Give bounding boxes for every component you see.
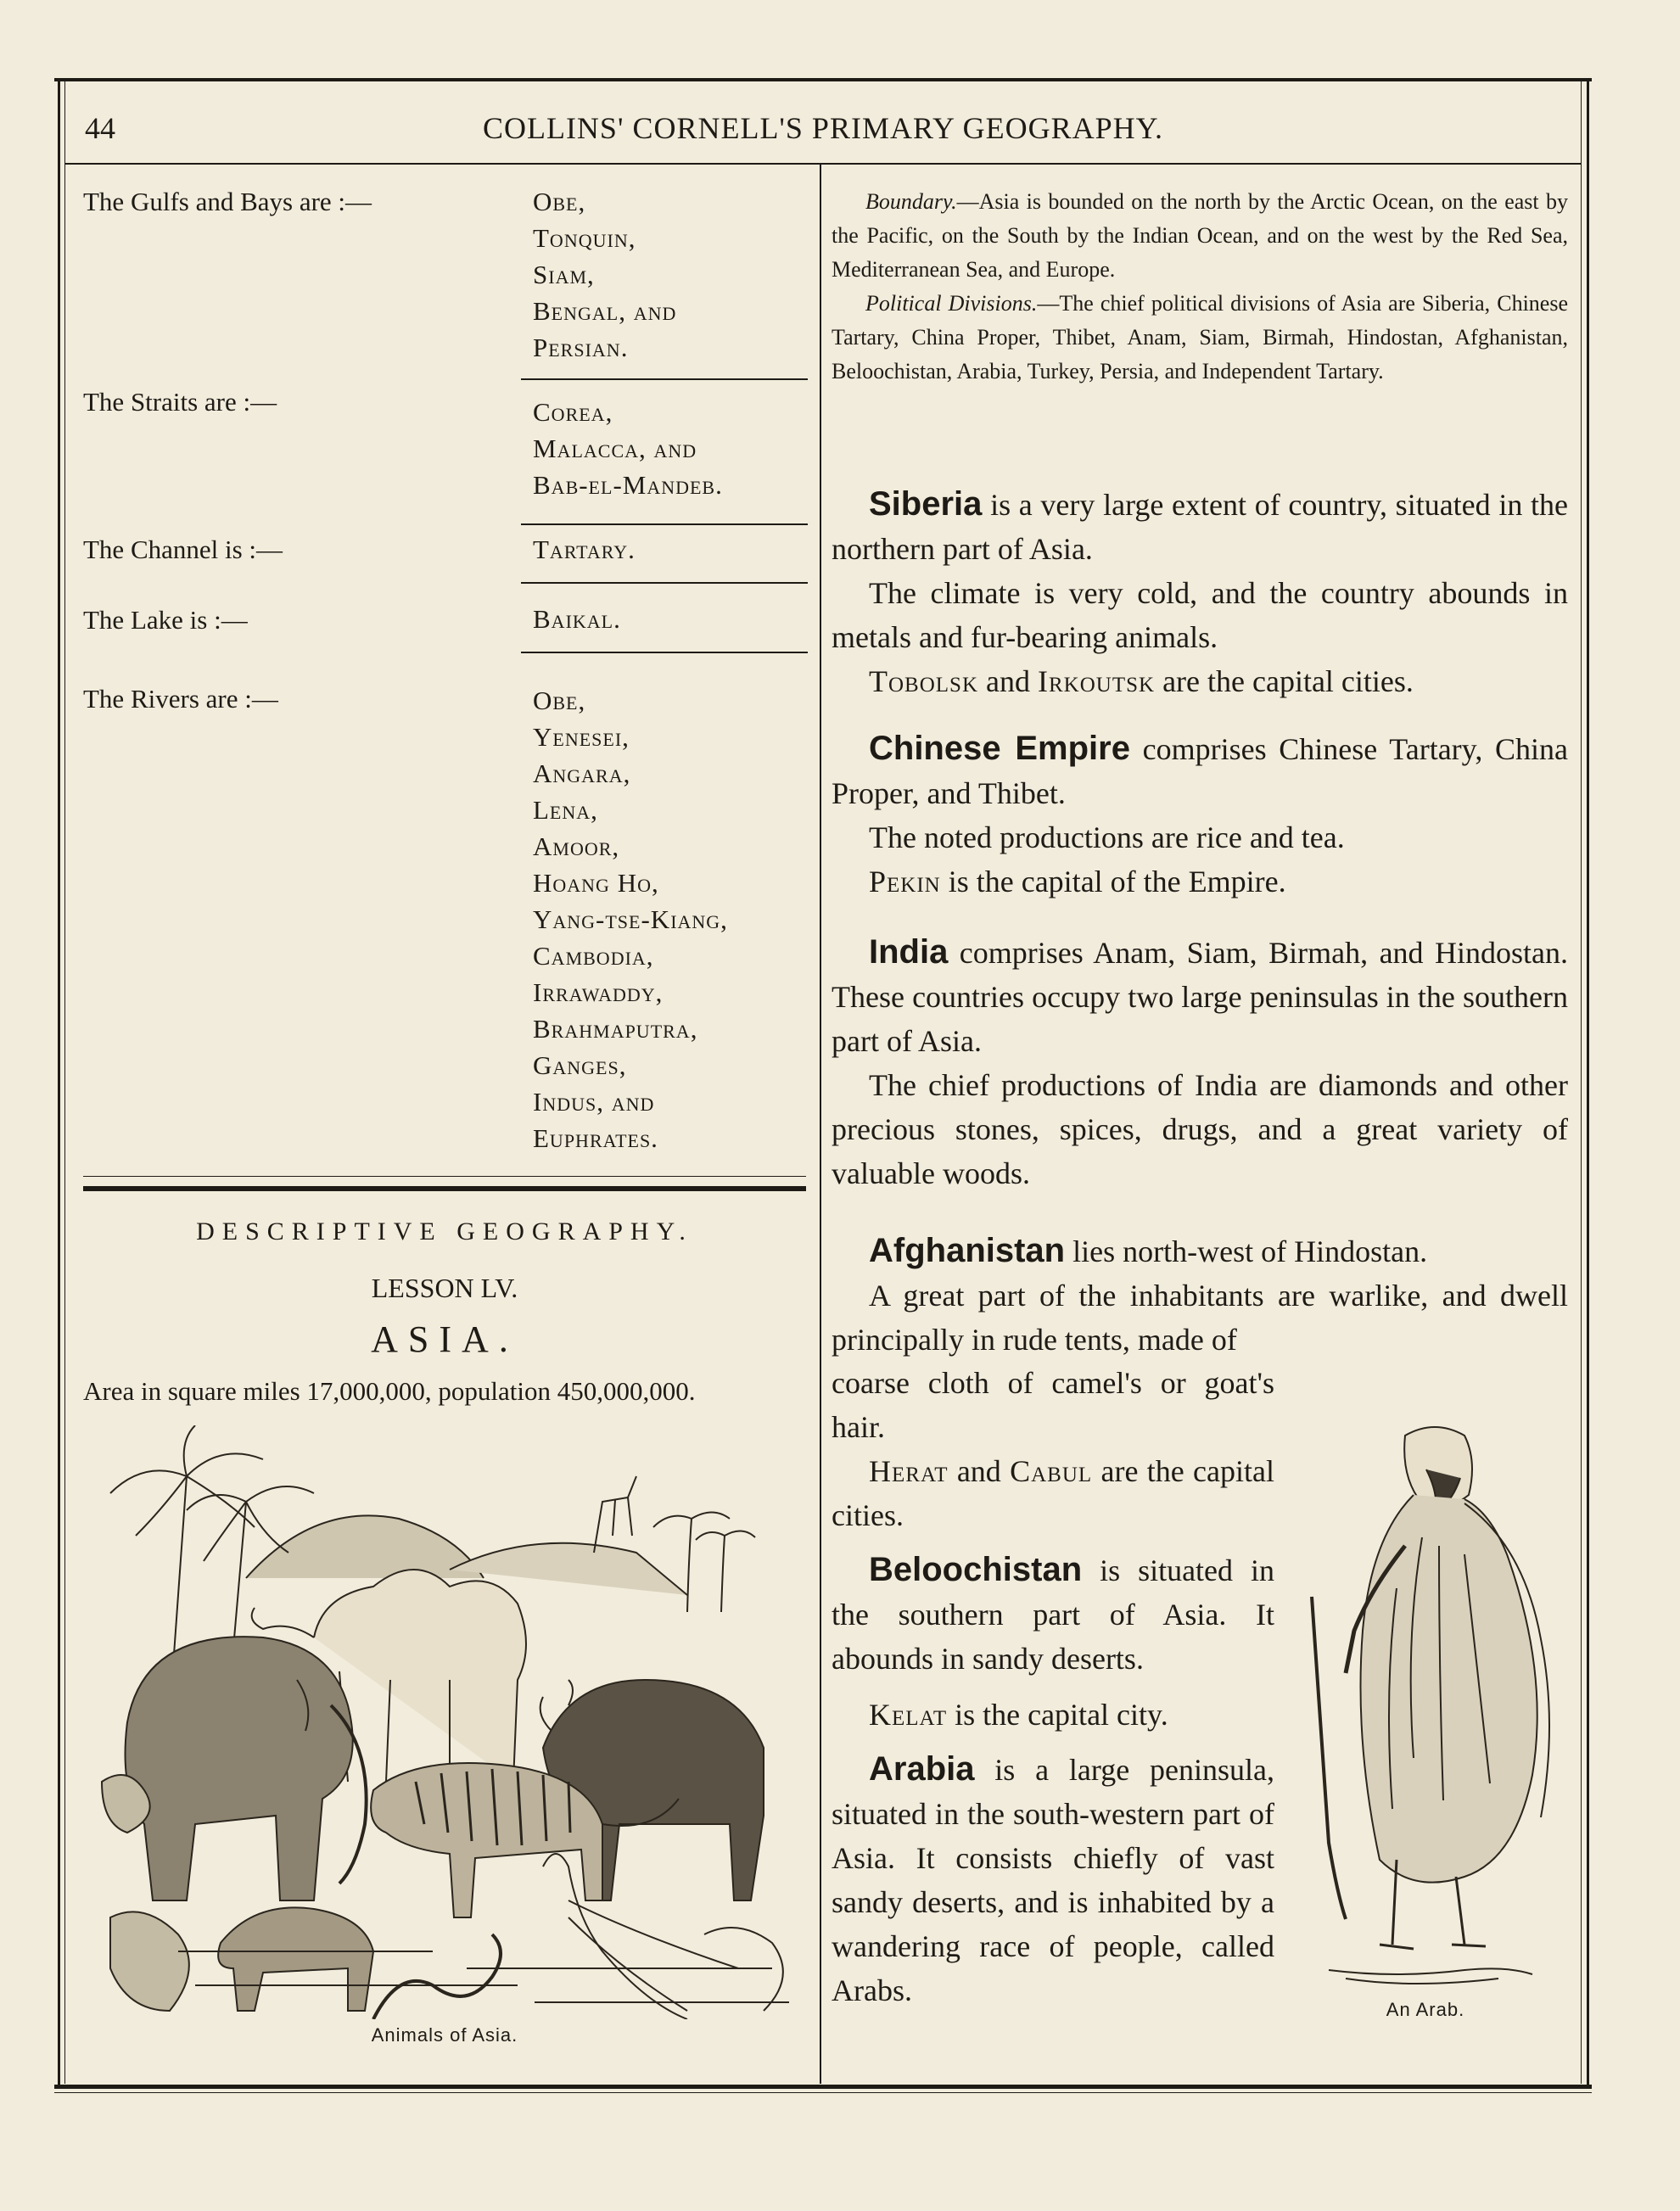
running-title: COLLINS' CORNELL'S PRIMARY GEOGRAPHY. [482,111,1164,145]
beloochistan-text: is situated in the southern part of Asia. It abounds in sandy deserts. [832,1553,1274,1676]
lake-item: Baikal. [533,604,621,634]
capital-kelat: Kelat [869,1698,948,1732]
afghanistan-inhabitants: A great part of the inhabitants are warlike, and dwell principally in rude tents, made of [832,1279,1568,1357]
arabia-text: is a large peninsula, situated in the south-western part of Asia. It consists chiefly of vast sandy deserts, and is inhabited by a wandering race of people, called Arabs. [832,1753,1274,2007]
frame-right-inner-rule [1581,81,1582,2084]
animals-caption: Animals of Asia. [371,2024,518,2046]
table-row-rule [521,582,808,584]
arab-caption: An Arab. [1386,1999,1465,2020]
political-text: —The chief political divisions of Asia are Siberia, Chinese Tartary, China Proper, Thibet, Anam, Siam, Birmah, Hindostan, Afghanistan, Beloochistan, Arabia, Turkey, Persia, and Independent Tartary. [832,291,1568,383]
strait-item: Malacca, and [533,434,697,463]
river-item: Amoor, [533,831,620,861]
conjunction: and [948,1454,1011,1488]
gulf-item: Obe, [533,187,586,216]
beloochistan-capital-text: is the capital city. [947,1698,1168,1732]
boundary-block [832,185,1568,389]
animals-of-asia-illustration [93,1425,806,2019]
strait-item: Bab-el-Mandeb. [533,470,723,500]
lake-list [533,601,621,637]
column-divider [820,165,821,2084]
rivers-label: The Rivers are :— [83,684,278,714]
section-heading: DESCRIPTIVE GEOGRAPHY. [196,1217,693,1245]
afghanistan-section [832,1229,1568,1362]
river-item: Angara, [533,758,631,788]
capital-cabul: Cabul [1010,1454,1093,1488]
boundary-paragraph [832,185,1568,287]
river-item: Hoang Ho, [533,868,659,898]
frame-left-rule [58,78,60,2089]
siberia-heading: Siberia [869,485,983,523]
river-item: Lena, [533,795,598,825]
gulf-item: Tonquin, [533,223,636,253]
siberia-climate: The climate is very cold, and the country abounds in metals and fur-bearing animals. [832,576,1568,654]
beloochistan-heading: Beloochistan [869,1551,1083,1588]
table-bottom-rule [83,1176,806,1177]
afghanistan-inhabitants-cont: coarse cloth of camel's or goat's hair. [832,1366,1274,1444]
afghanistan-capitals-text: are the capital cities. [832,1454,1274,1532]
boundary-label: Boundary. [865,189,957,214]
china-text: comprises Chinese Tartary, China Proper, and Thibet. [832,732,1568,810]
lake-label: The Lake is :— [83,605,248,635]
siberia-capitals-text: are the capital cities. [1155,664,1414,698]
capital-herat: Herat [869,1454,949,1488]
gulfs-list [533,183,676,366]
river-item: Irrawaddy, [533,977,664,1007]
channel-list [533,531,636,568]
river-item: Euphrates. [533,1123,658,1153]
narrow-column-text [832,1361,1274,2012]
gulf-item: Siam, [533,260,595,289]
table-row-rule [521,523,808,525]
lesson-number: LESSON LV. [371,1273,518,1303]
river-item: Yang-tse-Kiang, [533,904,728,934]
political-paragraph [832,287,1568,389]
river-item: Obe, [533,686,586,715]
straits-list [533,394,723,503]
afghanistan-heading: Afghanistan [869,1232,1066,1269]
siberia-text: is a very large extent of country, situated in the northern part of Asia. [832,488,1568,566]
india-section [832,930,1568,1195]
china-productions: The noted productions are rice and tea. [869,820,1345,854]
rivers-list [533,682,728,1156]
india-heading: India [869,933,949,971]
frame-top-rule [54,78,1592,81]
india-text: comprises Anam, Siam, Birmah, and Hindostan. These countries occupy two large peninsulas in the southern part of Asia. [832,936,1568,1058]
river-item: Ganges, [533,1050,627,1080]
boundary-text: —Asia is bounded on the north by the Arctic Ocean, on the east by the Pacific, on the South by the Indian Ocean, and on the west by the Red Sea, Mediterranean Sea, and Europe. [832,189,1568,282]
header-rule [64,163,1581,165]
capital-tobolsk: Tobolsk [869,664,979,698]
capital-pekin: Pekin [869,865,941,898]
river-item: Cambodia, [533,941,654,971]
river-item: Yenesei, [533,722,630,752]
river-item: Indus, and [533,1087,655,1117]
arab-figure-illustration [1295,1419,1566,1995]
frame-right-rule [1587,78,1589,2089]
frame-bottom-rule [54,2085,1592,2089]
table-row-rule [521,652,808,653]
lesson-title: ASIA. [371,1318,518,1360]
area-population: Area in square miles 17,000,000, population 450,000,000. [83,1376,696,1406]
afghanistan-text: lies north-west of Hindostan. [1065,1234,1428,1268]
frame-bottom-thin-rule [54,2092,1592,2093]
capital-irkoutsk: Irkoutsk [1038,664,1156,698]
india-productions: The chief productions of India are diamonds and other precious stones, spices, drugs, and a great variety of valuable woods. [832,1068,1568,1190]
gulfs-label: The Gulfs and Bays are :— [83,187,372,216]
frame-left-inner-rule [64,81,65,2084]
gulf-item: Bengal, and [533,296,677,326]
chinese-empire-heading: Chinese Empire [869,730,1130,767]
channel-label: The Channel is :— [83,535,283,564]
page-number: 44 [85,111,115,145]
political-label: Political Divisions. [865,291,1038,316]
channel-item: Tartary. [533,535,636,564]
river-item: Brahmaputra, [533,1014,698,1044]
gulf-item: Persian. [533,333,629,362]
arabia-heading: Arabia [869,1750,975,1788]
china-capital-text: is the capital of the Empire. [940,865,1286,898]
conjunction: and [978,664,1038,698]
table-row-rule [521,378,808,380]
china-section [832,726,1568,904]
siberia-section [832,482,1568,703]
strait-item: Corea, [533,397,613,427]
section-divider [83,1186,806,1191]
straits-label: The Straits are :— [83,387,277,417]
